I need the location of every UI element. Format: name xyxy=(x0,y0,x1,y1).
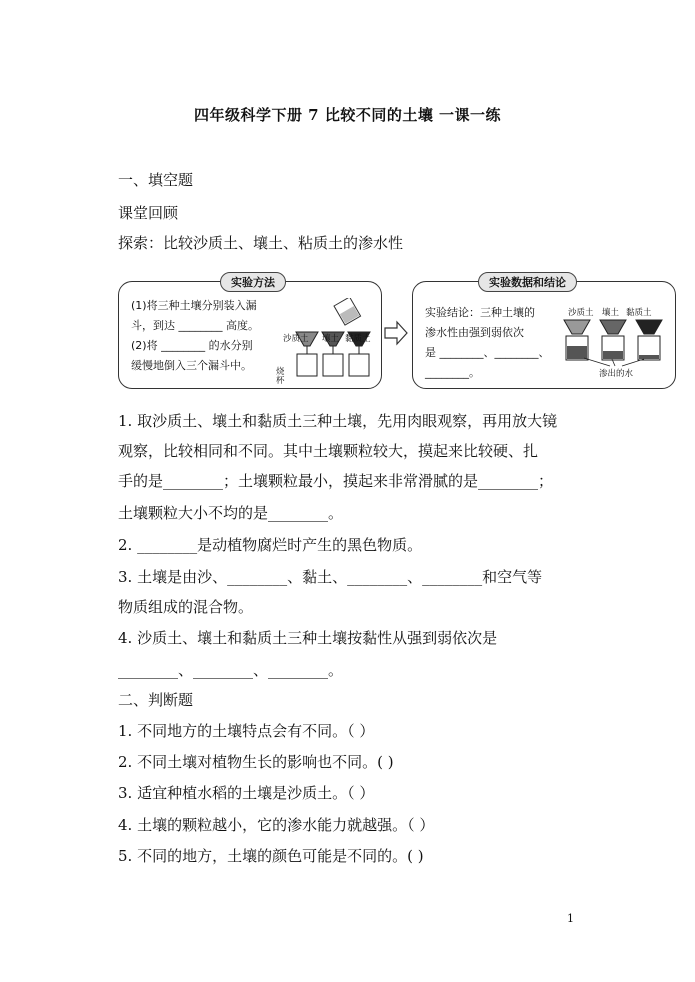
label-clay: 黏质土 xyxy=(345,334,371,344)
tf-item-5: 5. 不同的地方，土壤的颜色可能是不同的。( ) xyxy=(118,847,424,865)
pouring-beaker-icon xyxy=(334,298,361,325)
method-line-3: (2)将 ________ 的水分别 xyxy=(131,339,253,352)
tf-item-1: 1. 不同地方的土壤特点会有不同。（ ） xyxy=(118,722,375,740)
page-title: 四年级科学下册 7 比较不同的土壤 一课一练 xyxy=(193,106,502,124)
result-funnel-loam-icon xyxy=(600,320,626,360)
q4-line-2: ________、________、________。 xyxy=(118,661,344,679)
result-line-4: ________。 xyxy=(425,366,480,379)
arrow-right-icon xyxy=(383,320,409,346)
result-funnel-sandy-icon xyxy=(564,320,590,360)
method-line-2: 斗，到达 ________ 高度。 xyxy=(131,319,259,332)
label-beaker: 烧杯 xyxy=(276,367,285,386)
result-label-clay: 黏质土 xyxy=(626,308,652,318)
q3-line-1: 3. 土壤是由沙、________、黏土、________、________和空气等 xyxy=(118,568,543,586)
page-number: 1 xyxy=(567,912,574,925)
result-label-sandy: 沙质土 xyxy=(568,308,594,318)
result-label-water: 渗出的水 xyxy=(599,369,634,379)
label-sandy: 沙质土 xyxy=(283,334,309,344)
q1-line-3: 手的是________；土壤颗粒最小，摸起来非常滑腻的是________； xyxy=(118,472,554,490)
result-label-loam: 壤土 xyxy=(602,308,620,318)
section1-heading: 一、填空题 xyxy=(118,171,194,189)
q1-line-4: 土壤颗粒大小不均的是________。 xyxy=(118,504,344,522)
q3-line-2: 物质组成的混合物。 xyxy=(118,598,254,616)
result-funnel-clay-icon xyxy=(636,320,662,360)
method-line-1: (1)将三种土壤分别装入漏 xyxy=(131,299,257,312)
tf-item-2: 2. 不同土壤对植物生长的影响也不同。( ) xyxy=(118,753,394,771)
q4-line-1: 4. 沙质土、壤土和黏质土三种土壤按黏性从强到弱依次是 xyxy=(118,629,498,647)
q2-line: 2. ________是动植物腐烂时产生的黑色物质。 xyxy=(118,536,423,554)
section1-sub1: 课堂回顾 xyxy=(118,204,179,222)
section2-heading: 二、判断题 xyxy=(118,691,194,709)
q1-line-2: 观察，比较相同和不同。其中土壤颗粒较大，摸起来比较硬、扎 xyxy=(118,442,539,460)
result-line-3: 是 ________、________、 xyxy=(425,346,550,359)
result-line-1: 实验结论：三种土壤的 xyxy=(425,306,535,319)
result-line-2: 渗水性由强到弱依次 xyxy=(425,326,524,339)
result-funnels-illustration xyxy=(560,318,668,368)
method-title: 实验方法 xyxy=(220,272,286,292)
label-loam: 壤土 xyxy=(322,334,340,344)
tf-item-3: 3. 适宜种植水稻的土壤是沙质土。（ ） xyxy=(118,784,375,802)
q1-line-1: 1. 取沙质土、壤土和黏质土三种土壤，先用肉眼观察，再用放大镜 xyxy=(118,412,558,430)
method-line-4: 缓慢地倒入三个漏斗中。 xyxy=(131,359,252,372)
section1-sub2: 探索：比较沙质土、壤土、粘质土的渗水性 xyxy=(118,234,404,252)
tf-item-4: 4. 土壤的颗粒越小，它的渗水能力就越强。（ ） xyxy=(118,816,435,834)
result-title: 实验数据和结论 xyxy=(478,272,577,292)
